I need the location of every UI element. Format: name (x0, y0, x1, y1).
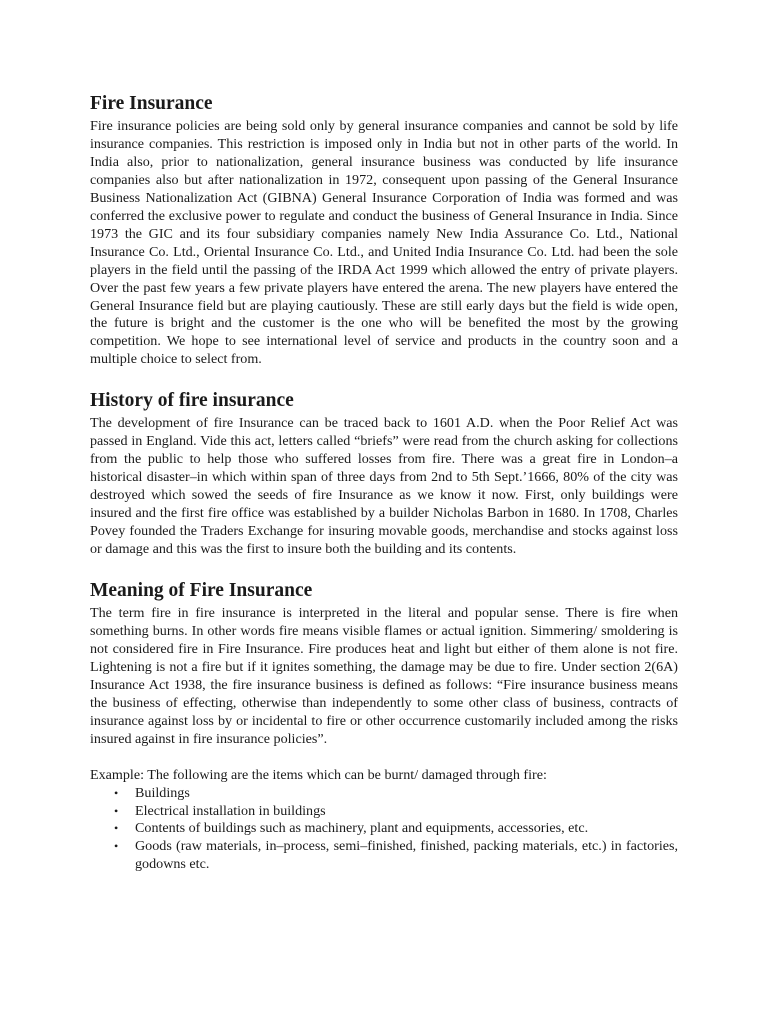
list-item-text: Contents of buildings such as machinery, plant and equipments, accessories, etc. (135, 820, 589, 837)
bullet-icon: • (114, 803, 119, 818)
document-page (90, 92, 678, 874)
paragraph-meaning: The term fire in fire insurance is interpreted in the literal and popular sense. There is fire when something burns. In other words fire means visible flames or actual ignition. Simmering/ smoldering is not considered fire in Fire Insurance. Fire produces heat and light but either of them alone is not fire. Lightening is not a fire but if it ignites something, the damage may be due to fire. Under section 2(6A) Insurance Act 1938, the fire insurance business is defined as follows: “Fire insurance business means the business of effecting, otherwise than independently to some other class of business, contracts of insurance against loss by or incidental to fire or other occurrence customarily included among the risks insured against in fire insurance policies”. (90, 604, 678, 747)
section-meaning (90, 579, 678, 749)
example-block (90, 767, 678, 875)
heading-history: History of fire insurance (90, 390, 294, 412)
example-intro: Example: The following are the items which can be burnt/ damaged through fire: (90, 766, 547, 783)
example-list (90, 785, 678, 875)
list-item (90, 785, 678, 803)
paragraph-fire-insurance: Fire insurance policies are being sold only by general insurance companies and cannot be sold by life insurance companies. This restriction is imposed only in India but not in other parts of the world. In India also, prior to nationalization, general insurance business was conducted by life insurance companies also but after nationalization in 1972, consequent upon passing of the General Insurance Business Nationalization Act (GIBNA) General Insurance Corporation of India was formed and was conferred the exclusive power to regulate and conduct the business of General Insurance in India. Since 1973 the GIC and its four subsidiary companies namely New India Assurance Co. Ltd., National Insurance Co. Ltd., Oriental Insurance Co. Ltd., and United India Insurance Co. Ltd. had been the sole players in the field until the passing of the IRDA Act 1999 which allowed the entry of private players. Over the past few years a few private players have entered the arena. The new players have entered the General Insurance field but are playing cautiously. These are still early days but the field is wide open, the future is bright and the customer is the one who will be benefited the most by the growing competition. We hope to see international level of service and products in the country soon and a multiple choice to select from. (90, 118, 678, 368)
paragraph-history: The development of fire Insurance can be traced back to 1601 A.D. when the Poor Relief Act was passed in England. Vide this act, letters called “briefs” were read from the church asking for collections from the public to help those who suffered losses from fire. There was a great fire in London–a historical disaster–in which within span of three days from 2nd to 5th Sept.’1666, 80% of the city was destroyed which sowed the seeds of fire Insurance as we know it now. First, only buildings were insured and the first fire office was established by a builder Nicholas Barbon in 1680. In 1708, Charles Povey founded the Traders Exchange for insuring movable goods, merchandise and stocks against loss or damage and this was the first to insure both the building and its contents. (90, 415, 678, 558)
list-item-text: Electrical installation in buildings (135, 802, 326, 819)
list-item (90, 838, 678, 874)
list-item (90, 803, 678, 821)
list-item (90, 820, 678, 838)
bullet-icon: • (114, 785, 119, 800)
section-history (90, 389, 678, 559)
heading-meaning: Meaning of Fire Insurance (90, 579, 313, 601)
list-item-text: Buildings (135, 784, 190, 801)
bullet-icon: • (114, 821, 119, 836)
section-fire-insurance (90, 92, 678, 369)
list-item-text: Goods (raw materials, in–process, semi–finished, finished, packing materials, etc.) in factories, godowns etc. (135, 838, 678, 873)
heading-fire-insurance: Fire Insurance (90, 93, 213, 114)
bullet-icon: • (114, 839, 119, 854)
